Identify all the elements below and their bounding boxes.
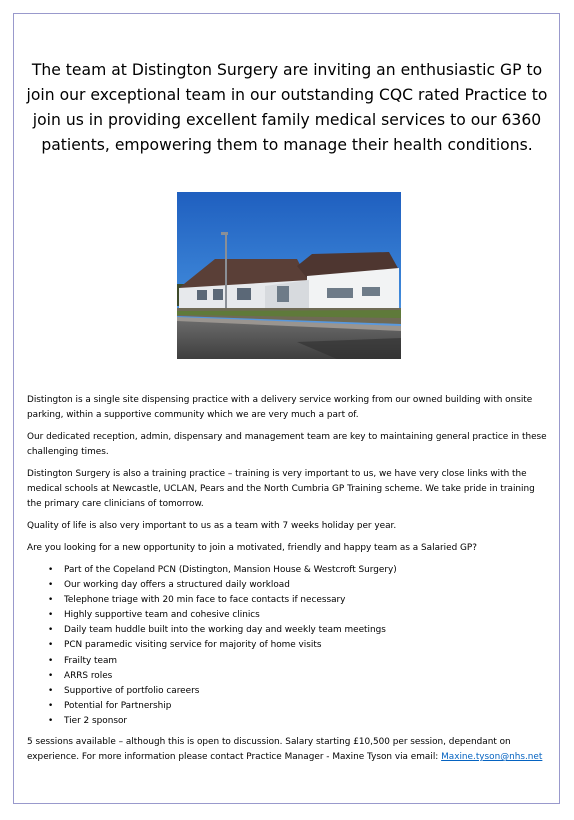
surgery-building-photo bbox=[177, 192, 401, 359]
list-item: • Potential for Partnership bbox=[48, 699, 551, 714]
list-item: • ARRS roles bbox=[48, 669, 551, 684]
list-item: • Highly supportive team and cohesive clinics bbox=[48, 608, 551, 623]
paragraph-closing bbox=[27, 735, 551, 765]
headline: The team at Distington Surgery are inviting an enthusiastic GP to join our exceptional team in our outstanding CQC rated Practice to join us in providing excellent family medical services to our 6360 patients, empowering them to manage their health conditions. bbox=[26, 61, 548, 154]
list-item: • Tier 2 sponsor bbox=[48, 714, 551, 729]
paragraph-quality-of-life: Quality of life is also very important to us as a team with 7 weeks holiday per year. bbox=[27, 521, 397, 531]
list-item: • Supportive of portfolio careers bbox=[48, 684, 551, 699]
paragraph-practice-intro: Distington is a single site dispensing practice with a delivery service working from our owned building with onsite parking, within a supportive community which we are very much a part of. bbox=[27, 395, 533, 420]
list-item: • Our working day offers a structured daily workload bbox=[48, 578, 551, 593]
closing-text: 5 sessions available – although this is open to discussion. Salary starting £10,500 per session, dependant on experience. For more information please contact Practice Manager - Maxine Tyson via email: bbox=[27, 737, 511, 763]
paragraph-opportunity: Are you looking for a new opportunity to join a motivated, friendly and happy team as a Salaried GP? bbox=[27, 543, 477, 553]
list-item: • Part of the Copeland PCN (Distington, Mansion House & Westcroft Surgery) bbox=[48, 563, 551, 578]
advert-body bbox=[27, 393, 551, 772]
paragraph-team: Our dedicated reception, admin, dispensary and management team are key to maintaining general practice in these challenging times. bbox=[27, 432, 547, 457]
list-item: • Telephone triage with 20 min face to face contacts if necessary bbox=[48, 593, 551, 608]
contact-email-link[interactable]: Maxine.tyson@nhs.net bbox=[441, 752, 543, 763]
paragraph-training: Distington Surgery is also a training practice – training is very important to us, we have very close links with the medical schools at Newcastle, UCLAN, Pears and the North Cumbria GP Training scheme. We take pride in training the primary care clinicians of tomorrow. bbox=[27, 469, 535, 509]
benefits-list bbox=[27, 563, 551, 729]
list-item: • PCN paramedic visiting service for majority of home visits bbox=[48, 638, 551, 653]
list-item: • Daily team huddle built into the working day and weekly team meetings bbox=[48, 623, 551, 638]
list-item: • Frailty team bbox=[48, 654, 551, 669]
